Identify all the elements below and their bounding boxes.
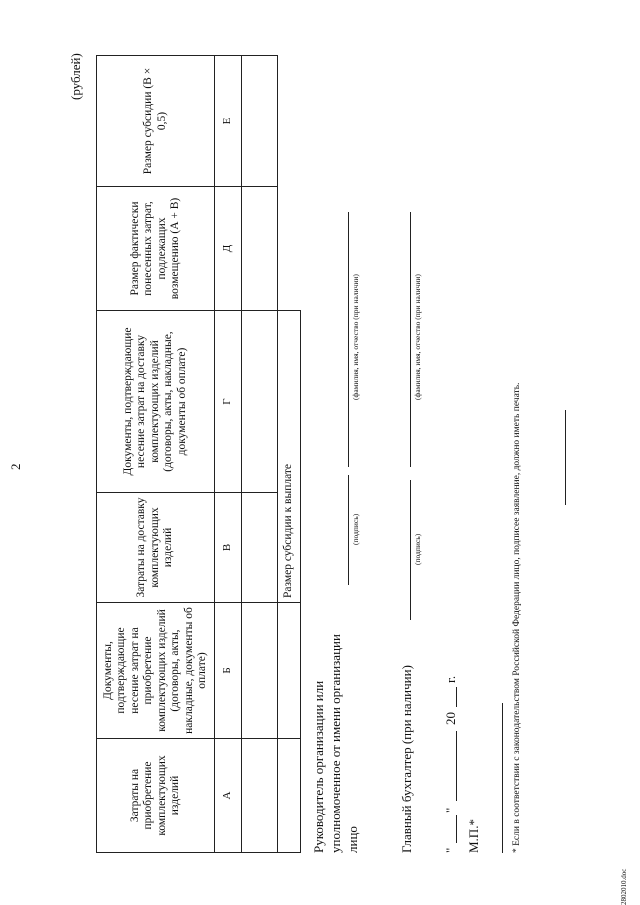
footnote: * Если в соответствии с законодательством Российской Федерации лицо, подписее заявление, должно иметь печать. xyxy=(512,382,522,853)
table-header-row xyxy=(97,56,215,853)
column-letter: Г xyxy=(215,311,242,493)
table-cell xyxy=(242,56,278,187)
header-cell: Размер субсидии (В × 0,5) xyxy=(97,56,215,187)
head-label: Руководитель организации или уполномоченное от имени организации лицо xyxy=(311,634,360,853)
column-letter: В xyxy=(215,493,242,603)
head-signature-caption: (подпись) xyxy=(351,513,360,545)
date-year-prefix: 20 xyxy=(443,712,458,725)
column-letter: Б xyxy=(215,603,242,739)
date-month-line xyxy=(456,731,457,801)
header-cell: Размер фактически понесенных затрат, подлежащих возмещению (А + В) xyxy=(97,187,215,311)
accountant-name-line xyxy=(410,212,411,467)
page-number: 2 xyxy=(8,463,23,470)
head-name-line xyxy=(348,212,349,467)
total-label: Размер субсидии к выплате xyxy=(278,311,301,603)
head-name-caption: (фамилия, имя, отчество (при наличии) xyxy=(351,274,360,400)
units-label: (рублей) xyxy=(68,53,83,100)
date-quote-close: " xyxy=(443,807,458,813)
column-letter: А xyxy=(215,739,242,853)
accountant-signature-line xyxy=(410,480,411,620)
accountant-signature-caption: (подпись) xyxy=(413,533,422,565)
table-cell xyxy=(278,739,301,853)
footnote-separator xyxy=(502,703,503,853)
total-row xyxy=(278,56,301,853)
header-cell: Затраты на доставку комплектующих изделий xyxy=(97,493,215,603)
table-cell xyxy=(242,187,278,311)
stamp-label: М.П.* xyxy=(466,819,481,853)
table-cell xyxy=(278,56,301,311)
data-row xyxy=(242,56,278,853)
accountant-label: Главный бухгалтер (при наличии) xyxy=(399,665,414,853)
expense-table xyxy=(96,55,301,853)
date-year-line xyxy=(456,687,457,707)
accountant-name-caption: (фамилия, имя, отчество (при наличии) xyxy=(413,274,422,400)
header-cell: Документы, подтверждающие несение затрат на доставку комплектующих изделий (договоры, акты, накладные, документы об оплате) xyxy=(97,311,215,493)
header-cell: Затраты на приобретение комплектующих изделий xyxy=(97,739,215,853)
column-letter-row xyxy=(215,56,242,853)
table-cell xyxy=(242,311,278,493)
header-cell: Документы, подтверждающие несение затрат на приобретение комплектующих изделий (договоры, акты, накладные, документы об оплате) xyxy=(97,603,215,739)
table-cell xyxy=(242,493,278,603)
head-signature-line xyxy=(348,475,349,585)
table-cell xyxy=(242,739,278,853)
column-letter: Д xyxy=(215,187,242,311)
side-line xyxy=(565,410,566,505)
table-cell xyxy=(278,603,301,739)
doc-id: 2802010.doc xyxy=(620,868,628,905)
date-day-line xyxy=(456,815,457,843)
date-year-suffix: г. xyxy=(443,675,458,683)
table-cell xyxy=(242,603,278,739)
date-quote-open: " xyxy=(443,847,458,853)
column-letter: Е xyxy=(215,56,242,187)
